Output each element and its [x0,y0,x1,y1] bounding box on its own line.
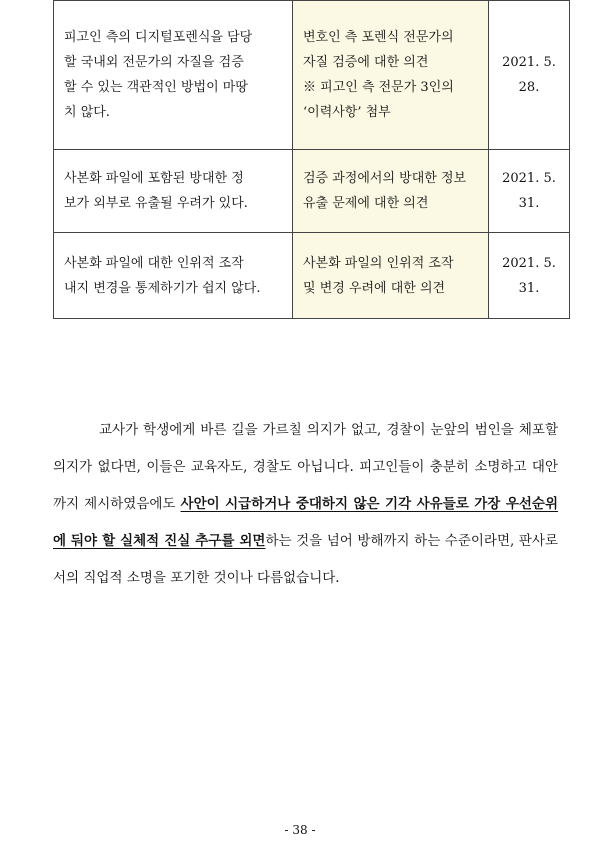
cell-text: 내지 변경을 통제하기가 쉽지 않다. [64,280,261,296]
table-row [54,1,570,150]
date-cell: 2021. 5. 31. [489,150,570,233]
response-cell [293,1,489,150]
cell-text: 및 변경 우려에 대한 의견 [303,280,446,296]
cell-text: 보가 외부로 유출될 우려가 있다. [64,196,248,211]
cell-text: 할 수 있는 객관적인 방법이 마땅 [64,80,248,95]
cell-text: 변호인 측 포렌식 전문가의 [303,30,454,45]
cell-text: 치 않다. [64,105,110,120]
cell-text: 유출 문제에 대한 의견 [303,196,429,211]
cell-text: 사본화 파일에 대한 인위적 조작 [64,255,244,271]
cell-text: 할 국내외 전문가의 자질을 검증 [64,55,244,70]
cell-text: 피고인 측의 디지털포렌식을 담당 [64,30,253,45]
issue-cell [54,1,293,150]
page-number: - 38 - [284,823,316,837]
cell-text: ‘이력사항’ 첨부 [303,105,391,120]
issue-cell [54,233,293,319]
issue-cell [54,150,293,233]
cell-text: 사본화 파일에 포함된 방대한 정 [64,171,244,186]
cell-text: ※ 피고인 측 전문가 3인의 [303,80,454,95]
body-paragraph [53,412,558,597]
table-row [54,150,570,233]
cell-text: 검증 과정에서의 방대한 정보 [303,171,467,186]
evidence-review-table [53,0,570,319]
response-cell [293,233,489,319]
table-row [54,233,570,319]
paragraph-text: 교사가 학생에게 바른 길을 가르칠 의지가 없고, 경찰이 눈앞의 범인을 체포할 의지가 없다면, 이들은 교육자도, 경찰도 아닙니다. 피고인들이 충분히 소명하고 대안까지 제시하였음에도 [53,421,558,512]
cell-text: 사본화 파일의 인위적 조작 [303,255,454,271]
emphasized-text: 사안이 시급하거나 중대하지 않은 기각 사유들로 가장 우선순위에 둬야 할 실체적 진실 추구를 외면 [53,495,559,549]
response-cell [293,150,489,233]
date-cell: 2021. 5. 28. [489,1,570,150]
paragraph-text: 하는 것을 넘어 방해까지 하는 수준이라면, 판사로서의 직업적 소명을 포기한 것이나 다름없습니다. [53,532,558,586]
cell-text: 자질 검증에 대한 의견 [303,55,429,70]
date-cell: 2021. 5. 31. [489,233,570,319]
